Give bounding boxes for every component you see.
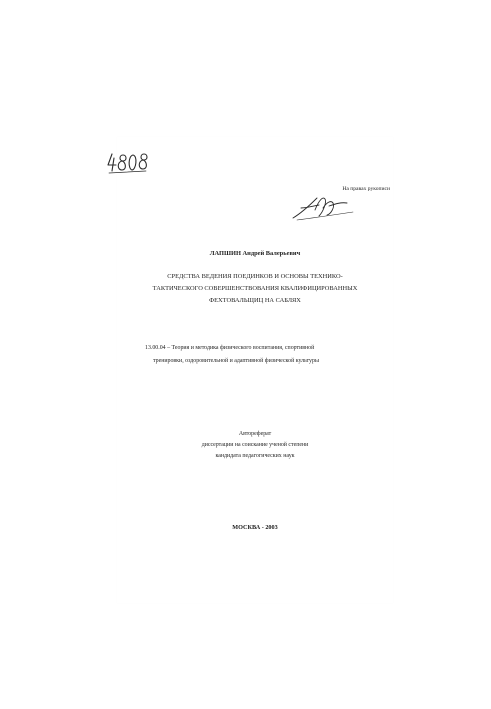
- specialty-line: тренировки, оздоровительной и адаптивной физической культуры: [153, 358, 319, 364]
- thesis-title-line: ТАКТИЧЕСКОГО СОВЕРШЕНСТВОВАНИЯ КВАЛИФИЦИРОВАННЫХ: [152, 285, 358, 292]
- thesis-title-line: ФЕХТОВАЛЬЩИЦ НА САБЛЯХ: [209, 297, 301, 304]
- abstract-line: диссертации на соискание ученой степени: [201, 442, 309, 448]
- city-year: МОСКВА - 2003: [232, 524, 278, 531]
- abstract-line: Автореферат: [238, 431, 272, 437]
- specialty-line: 13.00.04 – Теория и методика физического воспитания, спортивной: [145, 345, 315, 351]
- thesis-title: [120, 271, 390, 307]
- specialty-code: [145, 342, 385, 368]
- thesis-title-line: СРЕДСТВА ВЕДЕНИЯ ПОЕДИНКОВ И ОСНОВЫ ТЕХНИКО-: [167, 273, 343, 280]
- manuscript-rights-note: На правах рукописи: [342, 186, 390, 192]
- handwritten-signature: [289, 190, 359, 224]
- handwritten-inventory-number: [106, 150, 152, 176]
- author-name: ЛАПШИН Андрей Валерьевич: [209, 250, 301, 257]
- abstract-description: [150, 429, 360, 462]
- abstract-line: кандидата педагогических наук: [215, 453, 295, 459]
